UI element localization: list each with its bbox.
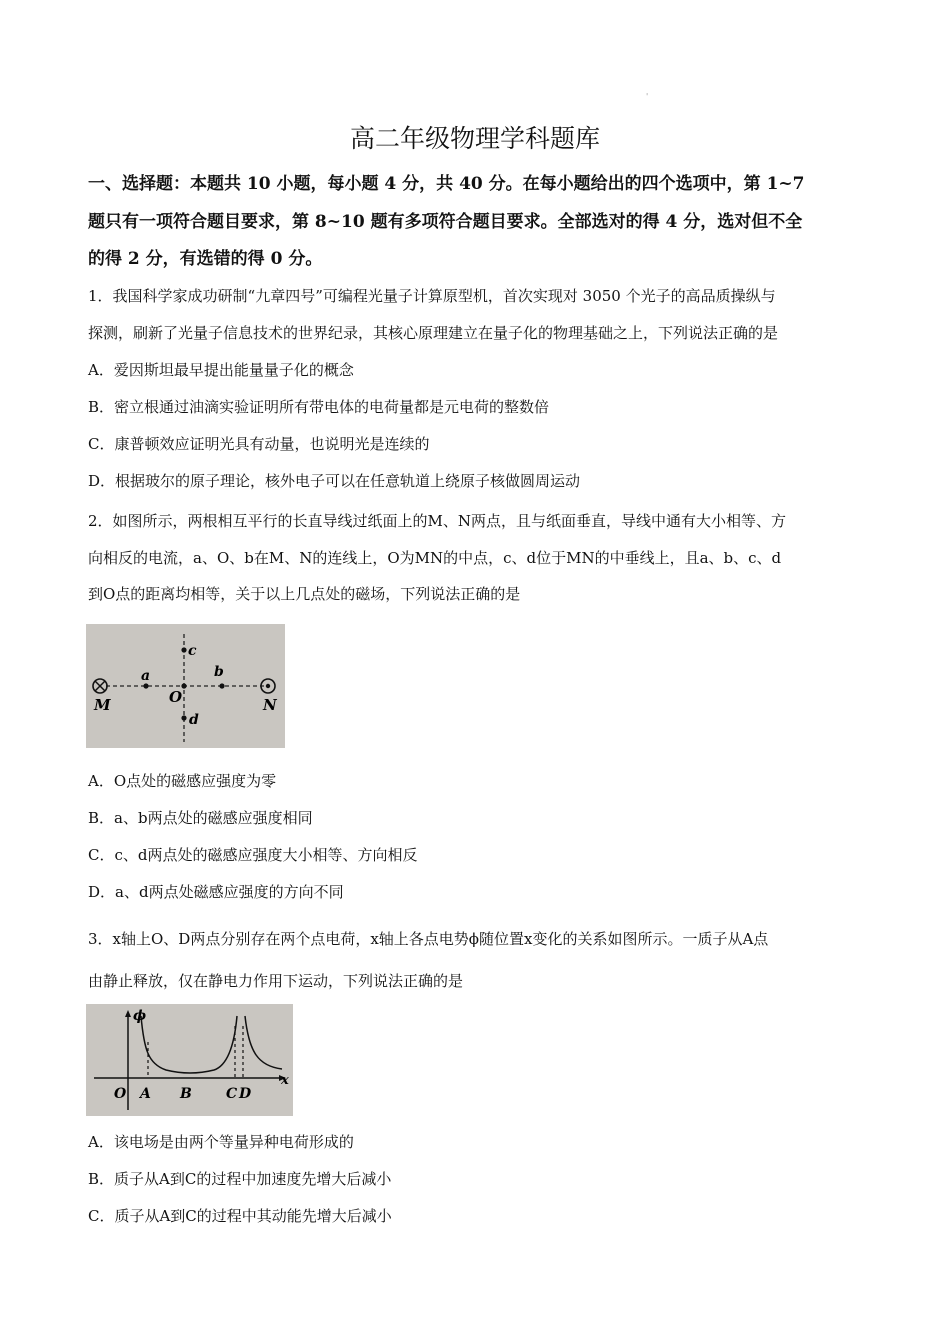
section-line-3: 的得 2 分，有选错的得 0 分。 (88, 249, 323, 269)
q2-stem (88, 503, 868, 613)
q2-figure-svg (86, 624, 285, 748)
label-x: x (281, 1073, 289, 1088)
q1-option-d: D．根据玻尔的原子理论，核外电子可以在任意轨道上绕原子核做圆周运动 (88, 472, 581, 490)
q2-stem-line-2: 向相反的电流，a、O、b在M、N的连线上，O为MN的中点，c、d位于MN的中垂线上，且a、b、c、d (88, 548, 782, 567)
label-c: C (226, 1086, 238, 1102)
q1-stem-line-1: 1．我国科学家成功研制“九章四号”可编程光量子计算原型机，首次实现对 3050 个光子的高品质操纵与 (88, 287, 776, 305)
section-line-2: 题只有一项符合题目要求，第 8~10 题有多项符合题目要求。全部选对的得 4 分，选对但不全 (88, 211, 803, 232)
label-b: B (180, 1086, 192, 1102)
q3-stem-line-2: 由静止释放，仅在静电力作用下运动，下列说法正确的是 (88, 972, 464, 990)
q3-option-a: A．该电场是由两个等量异种电荷形成的 (88, 1133, 354, 1151)
point-c (181, 647, 186, 652)
q2-option-b: B．a、b两点处的磁感应强度相同 (88, 809, 313, 827)
label-o: O (114, 1086, 127, 1102)
label-phi: ϕ (133, 1008, 147, 1024)
q3-option-b: B．质子从A到C的过程中加速度先增大后减小 (88, 1170, 392, 1188)
q2-option-c: C．c、d两点处的磁感应强度大小相等、方向相反 (88, 846, 418, 864)
label-n: N (263, 696, 277, 714)
page-mark: ' (646, 92, 649, 101)
q1-option-a: A．爱因斯坦最早提出能量量子化的概念 (88, 361, 354, 379)
q2-figure (86, 624, 285, 748)
q2-stem-line-3: 到O点的距离均相等，关于以上几点处的磁场，下列说法正确的是 (88, 585, 521, 603)
label-a: A (140, 1086, 151, 1102)
page-title: 高二年级物理学科题库 (349, 124, 600, 153)
point-a (143, 683, 148, 688)
label-a: a (141, 668, 151, 684)
wire-n-dot (266, 684, 270, 688)
phi-curve-right (245, 1016, 282, 1069)
phi-curve-middle (141, 1016, 237, 1073)
section-instructions (88, 166, 868, 279)
q3-figure (86, 1004, 293, 1116)
point-d (181, 715, 186, 720)
q1-stem-line-2: 探测，刷新了光量子信息技术的世界纪录，其核心原理建立在量子化的物理基础之上，下列说法正确的是 (88, 323, 779, 342)
q1-stem (88, 278, 868, 351)
label-c: c (188, 643, 197, 659)
q1-option-b: B．密立根通过油滴实验证明所有带电体的电荷量都是元电荷的整数倍 (88, 398, 550, 416)
q3-option-c: C．质子从A到C的过程中其动能先增大后减小 (88, 1207, 392, 1225)
q2-option-a: A．O点处的磁感应强度为零 (88, 772, 277, 790)
q2-stem-line-1: 2．如图所示，两根相互平行的长直导线过纸面上的M、N两点，且与纸面垂直，导线中通有大小相等、方 (88, 512, 787, 530)
label-d: D (239, 1086, 252, 1102)
q3-stem (88, 918, 868, 1002)
label-m: M (94, 696, 111, 714)
label-b: b (214, 664, 224, 680)
phi-axis-arrow-icon (125, 1010, 131, 1017)
point-o (181, 683, 186, 688)
q3-figure-svg (86, 1004, 293, 1116)
q1-option-c: C．康普顿效应证明光具有动量，也说明光是连续的 (88, 435, 430, 453)
q2-option-d: D．a、d两点处磁感应强度的方向不同 (88, 883, 344, 901)
section-line-1: 一、选择题：本题共 10 小题，每小题 4 分，共 40 分。在每小题给出的四个选项中，第 1~7 (88, 174, 805, 194)
q3-stem-line-1: 3．x轴上O、D两点分别存在两个点电荷，x轴上各点电势ϕ随位置x变化的关系如图所示。一质子从A点 (88, 930, 769, 948)
label-o: O (169, 688, 183, 706)
point-b (219, 683, 224, 688)
label-d: d (189, 712, 199, 728)
